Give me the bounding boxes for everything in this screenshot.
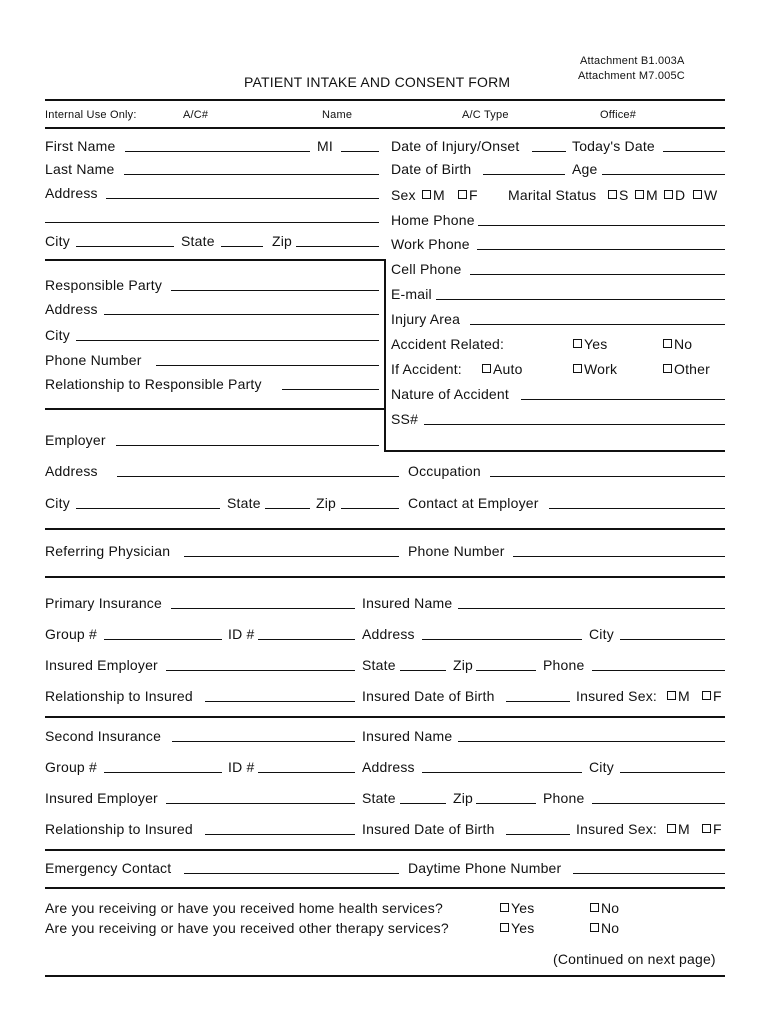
insured-sex-2-m-label: M: [678, 821, 690, 837]
mi-field[interactable]: [341, 151, 379, 152]
group-2-field[interactable]: [104, 772, 222, 773]
other-therapy-yes-label: Yes: [511, 920, 535, 936]
insured-city-label: City: [589, 626, 614, 642]
work-phone-field[interactable]: [477, 249, 725, 250]
insured-employer-2-field[interactable]: [166, 803, 355, 804]
cell-phone-label: Cell Phone: [391, 261, 462, 277]
emergency-contact-field[interactable]: [184, 873, 399, 874]
accident-other-checkbox[interactable]: [663, 364, 672, 373]
city-label: City: [45, 233, 70, 249]
home-health-no-checkbox[interactable]: [590, 903, 599, 912]
id-label: ID #: [228, 626, 255, 642]
insured-dob-2-label: Insured Date of Birth: [362, 821, 495, 837]
city-field[interactable]: [76, 246, 174, 247]
referring-phone-field[interactable]: [513, 556, 725, 557]
other-therapy-no-checkbox[interactable]: [590, 923, 599, 932]
todays-date-field[interactable]: [663, 151, 725, 152]
occupation-field[interactable]: [490, 476, 725, 477]
insured-zip-2-label: Zip: [453, 790, 474, 806]
insured-sex-m-checkbox[interactable]: [667, 691, 676, 700]
accident-work-checkbox[interactable]: [573, 364, 582, 373]
attachment-b1: Attachment B1.003A: [580, 55, 685, 67]
employer-state-field[interactable]: [265, 508, 310, 509]
accident-work-label: Work: [584, 361, 618, 377]
responsible-city-field[interactable]: [76, 340, 379, 341]
insured-sex-f-checkbox[interactable]: [702, 691, 711, 700]
responsible-phone-field[interactable]: [156, 365, 379, 366]
form-title: PATIENT INTAKE AND CONSENT FORM: [244, 74, 511, 90]
dob-label: Date of Birth: [391, 161, 472, 177]
insured-dob-2-field[interactable]: [506, 834, 570, 835]
insured-dob-label: Insured Date of Birth: [362, 688, 495, 704]
insured-address-2-label: Address: [362, 759, 415, 775]
internal-ac: A/C#: [183, 109, 209, 121]
marital-w-label: W: [704, 187, 718, 203]
marital-w-checkbox[interactable]: [693, 190, 702, 199]
insured-phone-2-label: Phone: [543, 790, 585, 806]
accident-no-label: No: [674, 336, 693, 352]
internal-label: Internal Use Only:: [45, 109, 137, 121]
marital-status-label: Marital Status: [508, 187, 597, 203]
employer-field[interactable]: [116, 445, 379, 446]
last-name-field[interactable]: [124, 174, 379, 175]
accident-auto-checkbox[interactable]: [482, 364, 491, 373]
address-line2-field[interactable]: [45, 222, 379, 223]
last-name-label: Last Name: [45, 161, 115, 177]
relationship-field[interactable]: [282, 389, 379, 390]
referring-physician-field[interactable]: [184, 556, 399, 557]
first-name-label: First Name: [45, 138, 116, 154]
nature-of-accident-label: Nature of Accident: [391, 386, 509, 402]
daytime-phone-label: Daytime Phone Number: [408, 860, 562, 876]
home-phone-field[interactable]: [478, 225, 725, 226]
insured-name-2-label: Insured Name: [362, 728, 453, 744]
internal-name: Name: [322, 109, 353, 121]
address-label: Address: [45, 185, 98, 201]
marital-s-label: S: [619, 187, 629, 203]
contact-at-employer-field[interactable]: [549, 508, 725, 509]
divider: [45, 99, 725, 101]
question-other-therapy: Are you receiving or have you received other therapy services?: [45, 920, 449, 936]
accident-no-checkbox[interactable]: [663, 339, 672, 348]
cell-phone-field[interactable]: [470, 274, 725, 275]
sex-m-checkbox[interactable]: [422, 190, 431, 199]
sex-label: Sex: [391, 187, 416, 203]
responsible-address-field[interactable]: [104, 314, 379, 315]
email-label: E-mail: [391, 286, 432, 302]
insured-sex-2-m-checkbox[interactable]: [667, 824, 676, 833]
marital-s-checkbox[interactable]: [608, 190, 617, 199]
first-name-field[interactable]: [125, 151, 310, 152]
contact-at-employer-label: Contact at Employer: [408, 495, 539, 511]
referring-phone-label: Phone Number: [408, 543, 505, 559]
dob-field[interactable]: [483, 174, 565, 175]
attachment-m7: Attachment M7.005C: [578, 70, 685, 82]
zip-field[interactable]: [296, 246, 379, 247]
email-field[interactable]: [436, 299, 725, 300]
address-field[interactable]: [106, 198, 379, 199]
daytime-phone-field[interactable]: [573, 873, 725, 874]
responsible-party-label: Responsible Party: [45, 277, 163, 293]
insured-zip-label: Zip: [453, 657, 474, 673]
divider: [384, 450, 725, 452]
insured-state-field[interactable]: [400, 670, 446, 671]
id-field[interactable]: [258, 639, 355, 640]
employer-city-field[interactable]: [76, 508, 220, 509]
relationship-to-insured-field[interactable]: [205, 701, 355, 702]
accident-yes-label: Yes: [584, 336, 608, 352]
relationship-to-insured-label: Relationship to Insured: [45, 688, 193, 704]
insured-state-label: State: [362, 657, 396, 673]
internal-office: Office#: [600, 109, 637, 121]
insured-sex-label: Insured Sex:: [576, 688, 657, 704]
emergency-contact-label: Emergency Contact: [45, 860, 172, 876]
age-label: Age: [572, 161, 598, 177]
insured-address-2-field[interactable]: [422, 772, 582, 773]
continued-note: (Continued on next page): [553, 951, 716, 967]
insured-city-2-field[interactable]: [620, 772, 725, 773]
column-divider: [384, 259, 386, 451]
second-insurance-label: Second Insurance: [45, 728, 162, 744]
insured-employer-field[interactable]: [166, 670, 355, 671]
insured-sex-m-label: M: [678, 688, 690, 704]
insured-phone-field[interactable]: [592, 670, 725, 671]
home-health-no-label: No: [601, 900, 620, 916]
employer-zip-field[interactable]: [341, 508, 399, 509]
sex-f-checkbox[interactable]: [458, 190, 467, 199]
insured-employer-2-label: Insured Employer: [45, 790, 158, 806]
marital-m-label: M: [646, 187, 658, 203]
primary-insurance-field[interactable]: [171, 608, 355, 609]
divider: [45, 127, 725, 129]
divider: [45, 716, 725, 718]
marital-m-checkbox[interactable]: [635, 190, 644, 199]
accident-related-label: Accident Related:: [391, 336, 505, 352]
other-therapy-no-label: No: [601, 920, 620, 936]
internal-actype: A/C Type: [462, 109, 509, 121]
occupation-label: Occupation: [408, 463, 481, 479]
divider: [45, 408, 385, 410]
accident-other-label: Other: [674, 361, 711, 377]
work-phone-label: Work Phone: [391, 236, 470, 252]
employer-address-label: Address: [45, 463, 98, 479]
age-field[interactable]: [602, 174, 725, 175]
id-2-label: ID #: [228, 759, 255, 775]
nature-of-accident-field[interactable]: [521, 399, 725, 400]
accident-yes-checkbox[interactable]: [573, 339, 582, 348]
todays-date-label: Today's Date: [572, 138, 655, 154]
employer-address-field[interactable]: [117, 476, 399, 477]
ss-field[interactable]: [424, 424, 725, 425]
employer-city-label: City: [45, 495, 70, 511]
marital-d-label: D: [675, 187, 686, 203]
insured-sex-f-label: F: [713, 688, 722, 704]
if-accident-label: If Accident:: [391, 361, 462, 377]
responsible-party-field[interactable]: [171, 290, 379, 291]
insured-city-2-label: City: [589, 759, 614, 775]
insured-sex-2-f-label: F: [713, 821, 722, 837]
sex-m-label: M: [433, 187, 445, 203]
divider: [45, 528, 725, 530]
divider: [45, 975, 725, 977]
responsible-phone-label: Phone Number: [45, 352, 142, 368]
insured-state-2-field[interactable]: [400, 803, 446, 804]
other-therapy-yes-checkbox[interactable]: [500, 923, 509, 932]
home-health-yes-label: Yes: [511, 900, 535, 916]
responsible-city-label: City: [45, 327, 70, 343]
relationship-label: Relationship to Responsible Party: [45, 376, 262, 392]
divider: [45, 259, 385, 261]
accident-auto-label: Auto: [493, 361, 523, 377]
state-label: State: [181, 233, 215, 249]
divider: [45, 887, 725, 889]
responsible-address-label: Address: [45, 301, 98, 317]
injury-area-field[interactable]: [470, 324, 725, 325]
insured-name-field[interactable]: [458, 608, 725, 609]
second-insurance-field[interactable]: [172, 741, 355, 742]
insured-zip-2-field[interactable]: [476, 803, 536, 804]
injury-area-label: Injury Area: [391, 311, 461, 327]
sex-f-label: F: [469, 187, 478, 203]
insured-phone-2-field[interactable]: [592, 803, 725, 804]
employer-zip-label: Zip: [316, 495, 337, 511]
employer-label: Employer: [45, 432, 106, 448]
insured-address-label: Address: [362, 626, 415, 642]
employer-state-label: State: [227, 495, 261, 511]
ss-label: SS#: [391, 411, 419, 427]
insured-sex-2-label: Insured Sex:: [576, 821, 657, 837]
home-health-yes-checkbox[interactable]: [500, 903, 509, 912]
insured-city-field[interactable]: [620, 639, 725, 640]
group-2-label: Group #: [45, 759, 97, 775]
insured-zip-field[interactable]: [476, 670, 536, 671]
id-2-field[interactable]: [258, 772, 355, 773]
date-of-injury-label: Date of Injury/Onset: [391, 138, 520, 154]
insured-sex-2-f-checkbox[interactable]: [702, 824, 711, 833]
insured-dob-field[interactable]: [506, 701, 570, 702]
primary-insurance-label: Primary Insurance: [45, 595, 162, 611]
relationship-to-insured-2-label: Relationship to Insured: [45, 821, 193, 837]
insured-name-label: Insured Name: [362, 595, 453, 611]
divider: [45, 576, 725, 578]
marital-d-checkbox[interactable]: [664, 190, 673, 199]
insured-address-field[interactable]: [422, 639, 582, 640]
home-phone-label: Home Phone: [391, 212, 475, 228]
group-label: Group #: [45, 626, 97, 642]
relationship-to-insured-2-field[interactable]: [205, 834, 355, 835]
insured-employer-label: Insured Employer: [45, 657, 158, 673]
group-field[interactable]: [104, 639, 222, 640]
insured-phone-label: Phone: [543, 657, 585, 673]
question-home-health: Are you receiving or have you received home health services?: [45, 900, 443, 916]
zip-label: Zip: [272, 233, 293, 249]
insured-name-2-field[interactable]: [458, 741, 725, 742]
divider: [45, 849, 725, 851]
state-field[interactable]: [221, 246, 263, 247]
referring-physician-label: Referring Physician: [45, 543, 171, 559]
date-of-injury-field[interactable]: [532, 151, 566, 152]
mi-label: MI: [317, 138, 333, 154]
insured-state-2-label: State: [362, 790, 396, 806]
